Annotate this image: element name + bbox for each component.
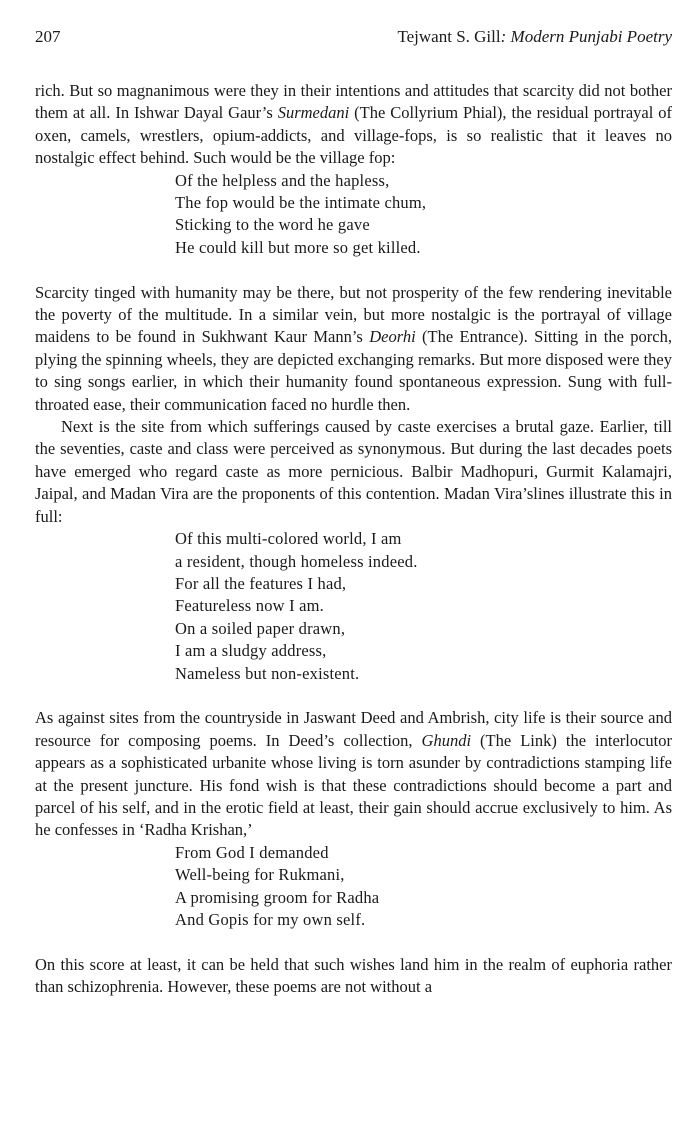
running-header [35, 26, 672, 48]
verse-line: Of the helpless and the hapless, [175, 170, 390, 190]
text-run: Scarcity tinged with humanity may be there, but not prosperity of the few rendering inevitable the poverty of the multitude. In a similar vein, but more nostalgic is the portrayal of village maidens to be found in Sukhwant Kaur Mann’s [35, 282, 672, 347]
text-run: rich. But so magnanimous were they in their intentions and attitudes that scarcity did not bother them at all. In Ishwar Dayal Gaur’s [35, 81, 672, 123]
title-separator: : [500, 27, 511, 46]
book-title: Modern Punjabi Poetry [510, 27, 672, 46]
paragraph-5: On this score at least, it can be held that such wishes land him in the realm of euphoria rather than schizophrenia. However, these poems are not without a [35, 954, 672, 997]
verse-line: Featureless now I am. [175, 596, 324, 616]
paragraph-4 [35, 707, 672, 841]
text-run: (The Link) the interlocutor appears as a sophisticated urbanite whose living is torn asunder by contradictions stamping life at the present juncture. His fond wish is that these contradictions should become a part and parcel of his self, and in the erotic field at least, their gain should accrue exclusively to him. As he confesses in ‘Radha Krishan,’ [35, 730, 673, 840]
text-run: (The Collyrium Phial), the residual portrayal of oxen, camels, wrestlers, opium-addicts, and village-fops, is so realistic that it leaves no nostalgic effect behind. Such would be the village fop: [35, 103, 672, 168]
page-body [35, 80, 672, 999]
verse-line: a resident, though homeless indeed. [175, 551, 418, 571]
verse-block-3 [175, 842, 672, 932]
verse-line: The fop would be the intimate chum, [175, 193, 427, 213]
verse-line: Well-being for Rukmani, [175, 865, 345, 885]
blank-line [35, 685, 672, 707]
verse-line: He could kill but more so get killed. [175, 237, 421, 257]
text-run: As against sites from the countryside in Jaswant Deed and Ambrish, city life is their source and resource for composing poems. In Deed’s collection, [35, 708, 672, 750]
verse-line: From God I demanded [175, 842, 329, 862]
verse-line: Sticking to the word he gave [175, 215, 370, 235]
blank-line [35, 259, 672, 281]
verse-line: And Gopis for my own self. [175, 910, 366, 929]
running-title [397, 26, 672, 48]
verse-line: A promising groom for Radha [175, 887, 380, 907]
paragraph-3: Next is the site from which sufferings caused by caste exercises a brutal gaze. Earlier, till the seventies, caste and class were perceived as synonymous. But during the last decades poets have emerged who regard caste as more pernicious. Balbir Madhopuri, Gurmit Kalamajri, Jaipal, and Madan Vira are the proponents of this contention. Madan Vira’slines illustrate this in full: [35, 417, 672, 526]
verse-block-2 [175, 528, 672, 685]
text-run: (The Entrance). Sitting in the porch, plying the spinning wheels, they are depicted exchanging remarks. But more disposed were they to sing songs earlier, in which their humanity found spontaneous expression. Sung with full-throated ease, their communication faced no hurdle then. [35, 327, 672, 414]
paragraph-2 [35, 282, 672, 416]
page-number: 207 [35, 27, 61, 46]
verse-block-1 [175, 170, 672, 260]
book-title-deorhi: Deorhi [369, 327, 416, 347]
book-title-surmedani: Surmedani [277, 103, 350, 123]
verse-line: Of this multi-colored world, I am [175, 529, 402, 549]
verse-line: I am a sludgy address, [175, 641, 327, 661]
book-title-ghundi: Ghundi [421, 730, 472, 750]
verse-line: On a soiled paper drawn, [175, 618, 346, 638]
verse-line: For all the features I had, [175, 573, 347, 593]
paragraph-1 [35, 80, 672, 170]
verse-line: Nameless but non-existent. [175, 663, 360, 683]
author-name: Tejwant S. Gill [397, 27, 501, 46]
blank-line [35, 931, 672, 953]
